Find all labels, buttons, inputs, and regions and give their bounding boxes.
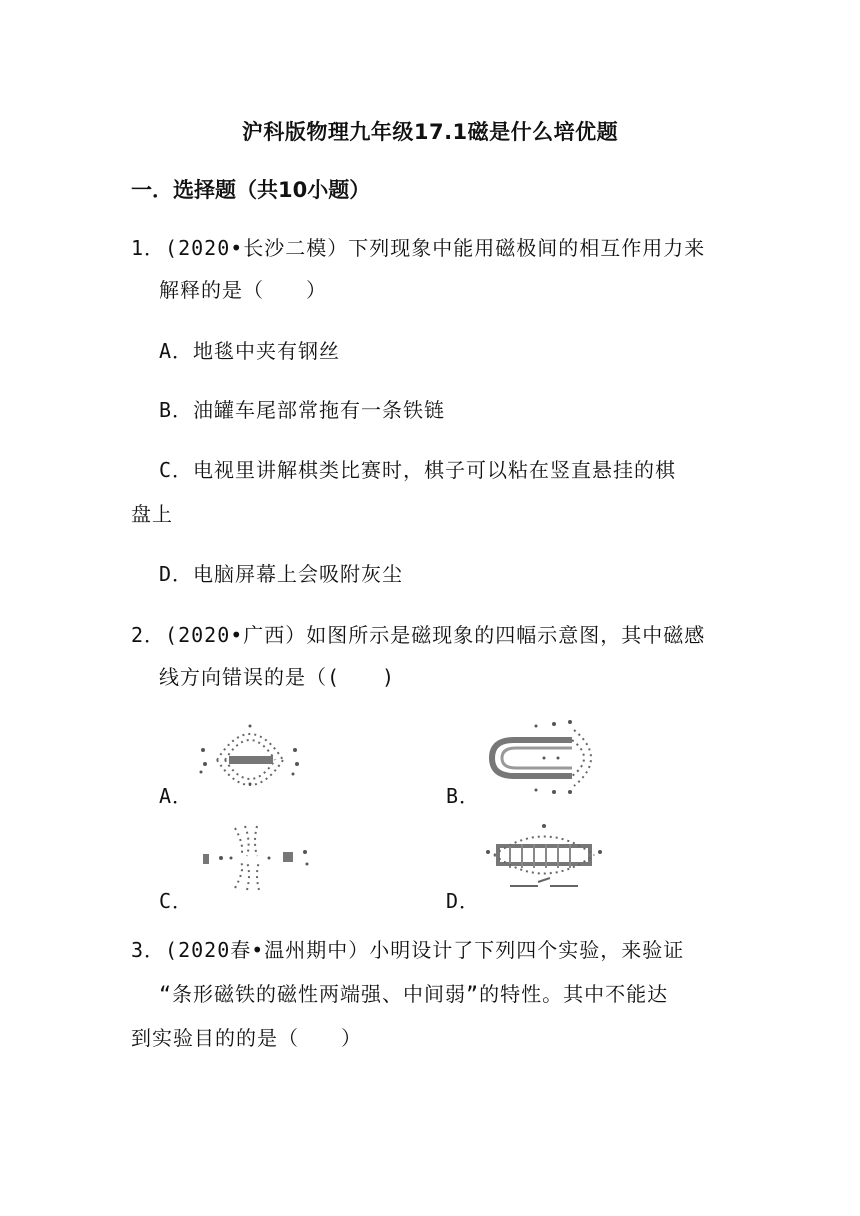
figure-d-solenoid-field-image [484, 822, 604, 898]
question-1-option-c-line-1: C．电视里讲解棋类比赛时，棋子可以粘在竖直悬挂的棋 [159, 458, 677, 482]
question-1-option-d: D．电脑屏幕上会吸附灰尘 [159, 562, 404, 586]
question-1-option-c-line-2: 盘上 [131, 502, 173, 526]
document-title: 沪科版物理九年级17.1磁是什么培优题 [241, 120, 619, 144]
figure-b-u-magnet-field-image [484, 718, 604, 796]
question-2-line-1: 2．(2020•广西）如图所示是磁现象的四幅示意图，其中磁感 [131, 623, 706, 647]
figure-d-label: D． [446, 889, 481, 913]
question-3-line-3: 到实验目的的是（ ） [131, 1026, 362, 1050]
figure-a-label: A． [159, 784, 194, 808]
question-3-line-1: 3．(2020春•温州期中）小明设计了下列四个实验，来验证 [131, 938, 685, 962]
question-1-option-a: A．地毯中夹有钢丝 [159, 339, 341, 363]
question-2-line-2: 线方向错误的是（( ) [159, 665, 396, 689]
figure-a-bar-magnet-field-image [195, 720, 305, 790]
figure-b-label: B． [446, 784, 481, 808]
section-heading: 一．选择题（共10小题） [131, 178, 371, 202]
question-3-line-2: “条形磁铁的磁性两端强、中间弱”的特性。其中不能达 [159, 982, 669, 1006]
figure-c-two-magnets-field-image [195, 822, 315, 894]
question-1-option-b: B．油罐车尾部常拖有一条铁链 [159, 398, 446, 422]
question-1-line-1: 1．(2020•长沙二模）下列现象中能用磁极间的相互作用力来 [131, 236, 706, 260]
question-1-line-2: 解释的是（ ） [159, 278, 327, 302]
figure-c-label: C． [159, 889, 194, 913]
